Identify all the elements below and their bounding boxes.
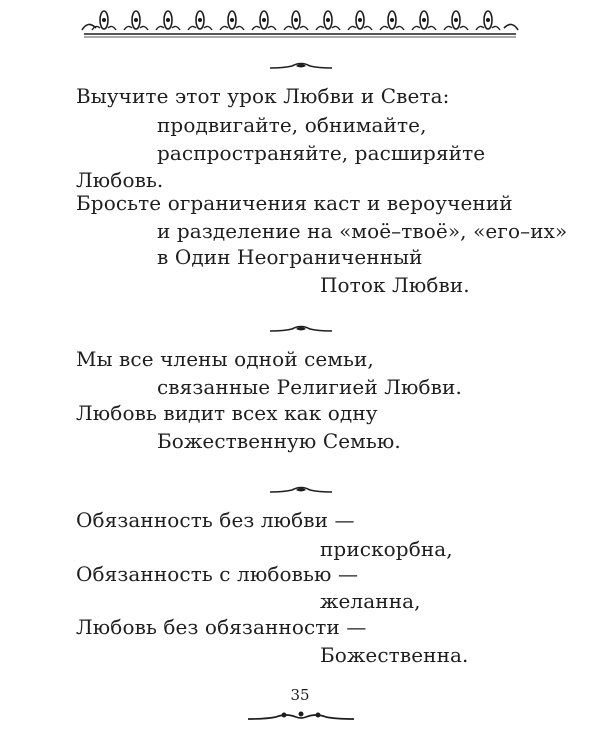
border-motif-icon xyxy=(380,11,404,30)
verse-line: связанные Религией Любви. xyxy=(157,375,462,399)
border-motif-icon xyxy=(252,11,276,30)
border-motif-icon xyxy=(92,11,116,30)
verse-line: Божественную Семью. xyxy=(157,429,401,453)
page-number: 35 xyxy=(290,686,310,704)
border-motif-icon xyxy=(284,11,308,30)
verse-line: Божественна. xyxy=(320,643,469,667)
verse-line: Выучите этот урок Любви и Света: xyxy=(76,84,450,108)
verse-line: Любовь без обязанности — xyxy=(76,615,367,639)
flourish-divider-icon xyxy=(268,323,334,335)
verse-line: в Один Неограниченный xyxy=(157,245,423,269)
verse-line: и разделение на «моё–твоё», «его–их» xyxy=(157,219,568,243)
border-motif-icon xyxy=(444,11,468,30)
verse-line: Любовь. xyxy=(76,168,164,192)
border-motif-icon xyxy=(124,11,148,30)
vine-flourish-icon xyxy=(246,709,356,725)
verse-line: Обязанность с любовью — xyxy=(76,562,359,586)
verse-line: желанна, xyxy=(320,589,421,613)
border-motif-icon xyxy=(220,11,244,30)
verse-line: продвигайте, обнимайте, xyxy=(157,113,427,137)
border-motif-icon xyxy=(156,11,180,30)
verse-line: Поток Любви. xyxy=(320,273,470,297)
ornamental-border-icon xyxy=(80,6,520,40)
border-motif-icon xyxy=(412,11,436,30)
verse-line: Бросьте ограничения каст и вероучений xyxy=(76,191,513,215)
border-motif-icon xyxy=(348,11,372,30)
flourish-divider-icon xyxy=(268,60,334,72)
border-motif-icon xyxy=(188,11,212,30)
verse-line: распространяйте, расширяйте xyxy=(157,141,486,165)
flourish-divider-icon xyxy=(268,484,334,496)
border-motif-icon xyxy=(476,11,500,30)
verse-line: Любовь видит всех как одну xyxy=(76,401,378,425)
verse-line: Мы все члены одной семьи, xyxy=(76,347,374,371)
verse-line: Обязанность без любви — xyxy=(76,508,355,532)
verse-line: прискорбна, xyxy=(320,537,453,561)
border-motif-icon xyxy=(316,11,340,30)
